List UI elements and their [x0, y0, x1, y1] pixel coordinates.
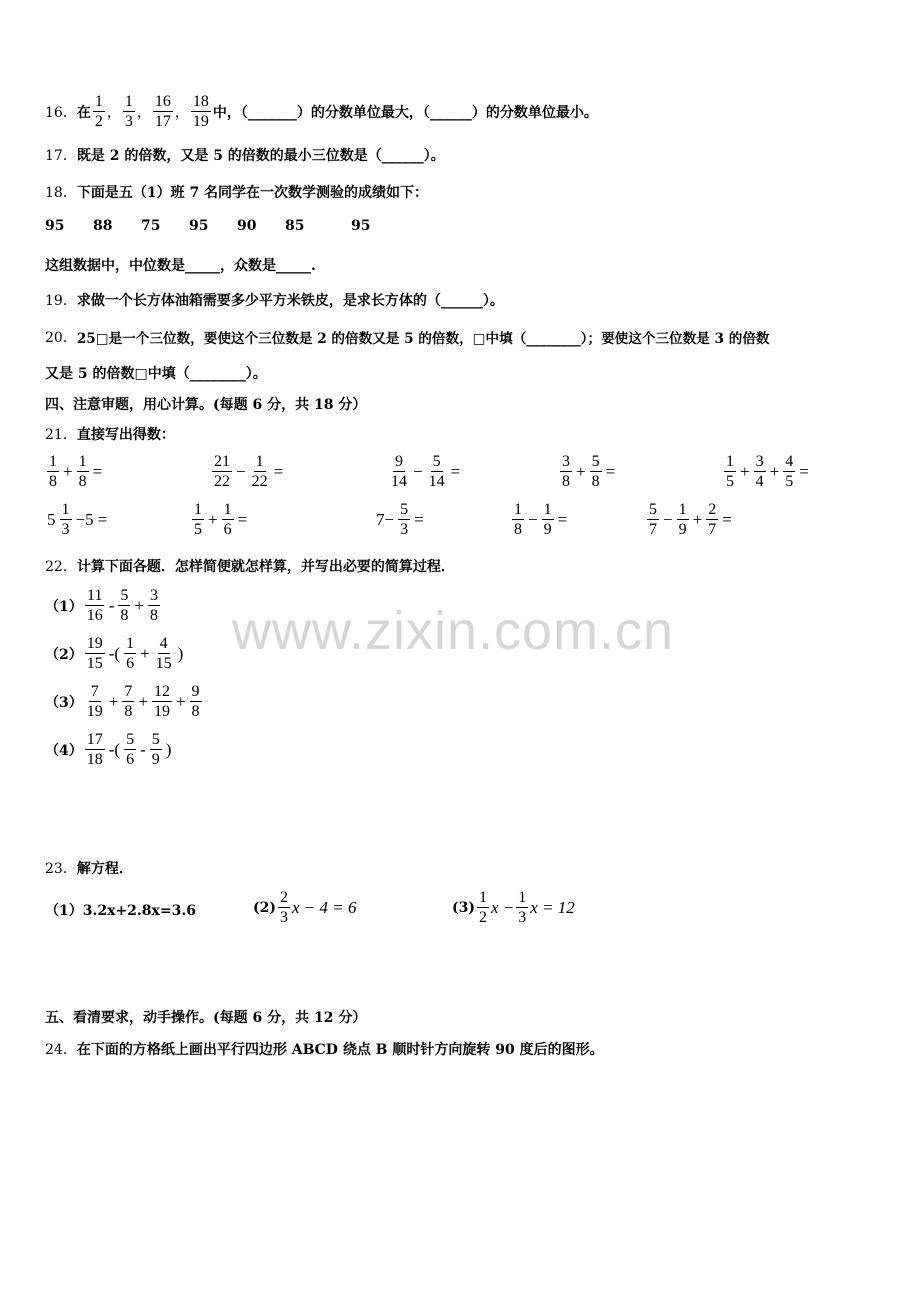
separator: ， — [136, 104, 151, 121]
score: 90 — [237, 218, 257, 234]
expression: $\frac{21}{22}$ − $\frac{1}{22}$ = — [214, 453, 284, 490]
fraction: $\frac{1}{3}$ — [124, 93, 133, 130]
question-24 — [45, 1039, 604, 1059]
expression: $\frac{1}{5}$ + $\frac{3}{4}$ + $\frac{4}{5}$ = — [726, 453, 809, 490]
fraction: $\frac{1}{2}$ — [94, 93, 103, 130]
separator: ， — [106, 104, 121, 121]
question-text: 这组数据中，中位数是_____，众数是_____. — [45, 258, 316, 274]
section-title: 五、看清要求，动手操作。(每题 6 分，共 12 分） — [45, 1010, 367, 1026]
equation-3: (3) $\frac{1}{2}$ x − $\frac{1}{3}$ x = 12 — [452, 889, 575, 926]
question-17 — [45, 145, 445, 165]
question-text: 在 — [76, 104, 91, 121]
score: 75 — [141, 218, 161, 234]
question-text: 既是 2 的倍数，又是 5 的倍数的最小三位数是（______）。 — [76, 148, 445, 164]
question-number: 22． — [45, 559, 77, 575]
question-number: 19． — [45, 293, 77, 309]
expression: $\frac{1}{5}$ + $\frac{1}{6}$ = — [194, 501, 248, 538]
expression: $\frac{5}{7}$ − $\frac{1}{9}$ + $\frac{2}{7}$ = — [649, 501, 732, 538]
calc-item-4: （4） $\frac{17}{18}$ -( $\frac{5}{6}$ - $\frac{5}{9}$ ) — [45, 731, 172, 768]
question-text: 中，（_______）的分数单位最大，（______）的分数单位最小。 — [212, 104, 598, 121]
question-number: 18． — [45, 185, 77, 201]
question-18 — [45, 182, 428, 202]
expression: $\frac{3}{8}$ + $\frac{5}{8}$ = — [562, 453, 616, 490]
question-20-cont — [45, 363, 267, 383]
score: 88 — [93, 218, 113, 234]
section-5-heading — [45, 1007, 366, 1027]
score-list — [45, 218, 399, 234]
question-text: 直接写出得数： — [76, 427, 175, 443]
question-text: 又是 5 的倍数□中填（________）。 — [45, 366, 267, 382]
expression: $\frac{1}{8}$ + $\frac{1}{8}$ = — [49, 453, 103, 490]
question-23 — [45, 858, 133, 878]
question-text: 计算下面各题．怎样简便就怎样算，并写出必要的简算过程． — [76, 559, 455, 575]
equation-2: (2) $\frac{2}{3}$ x − 4 = 6 — [253, 889, 357, 926]
separator: ， — [174, 104, 189, 121]
score: 85 — [285, 218, 305, 234]
question-text: 25□是一个三位数，要使这个三位数是 2 的倍数又是 5 的倍数，□中填（________）；要使这个三位数是 3 的倍数 — [76, 331, 770, 347]
question-22 — [45, 556, 455, 576]
question-number: 23． — [45, 861, 77, 877]
calc-item-2: （2） $\frac{19}{15}$ -( $\frac{1}{6}$ + $\frac{4}{15}$ ) — [45, 635, 184, 672]
question-number: 20． — [45, 330, 77, 346]
question-19 — [45, 290, 504, 310]
question-16 — [45, 92, 598, 131]
question-number: 24． — [45, 1042, 77, 1058]
question-text: 下面是五（1）班 7 名同学在一次数学测验的成绩如下： — [76, 185, 429, 201]
expression: 5 $\frac{1}{3}$ −5 = — [47, 501, 108, 538]
calc-item-3: （3） $\frac{7}{19}$ + $\frac{7}{8}$ + $\frac{12}{19}$ + $\frac{9}{8}$ — [45, 683, 200, 720]
score: 95 — [189, 218, 209, 234]
question-text: 求做一个长方体油箱需要多少平方米铁皮，是求长方体的（______）。 — [76, 293, 504, 309]
fraction: $\frac{16}{17}$ — [154, 93, 171, 130]
section-4-heading — [45, 394, 366, 414]
question-text: 解方程． — [76, 861, 133, 877]
question-21 — [45, 424, 175, 444]
score: 95 — [351, 218, 371, 234]
question-number: 16． — [45, 104, 77, 121]
question-number: 21． — [45, 427, 77, 443]
section-title: 四、注意审题，用心计算。(每题 6 分，共 18 分） — [45, 397, 367, 413]
score: 95 — [45, 218, 65, 234]
fraction: $\frac{18}{19}$ — [192, 93, 209, 130]
question-number: 17． — [45, 148, 77, 164]
expression: 7− $\frac{5}{3}$ = — [376, 501, 424, 538]
calc-item-1: （1） $\frac{11}{16}$ - $\frac{5}{8}$ + $\frac{3}{8}$ — [45, 587, 159, 624]
expression: $\frac{9}{14}$ − $\frac{5}{14}$ = — [391, 453, 461, 490]
expression: $\frac{1}{8}$ − $\frac{1}{9}$ = — [514, 501, 568, 538]
question-20 — [45, 327, 770, 347]
question-18-ask — [45, 255, 316, 275]
watermark-text: www.zixin.com.cn — [232, 601, 675, 661]
equation-1: （1）3.2x+2.8x=3.6 — [45, 903, 196, 919]
question-text: 在下面的方格纸上画出平行四边形 ABCD 绕点 B 顺时针方向旋转 90 度后的图形。 — [76, 1042, 604, 1058]
